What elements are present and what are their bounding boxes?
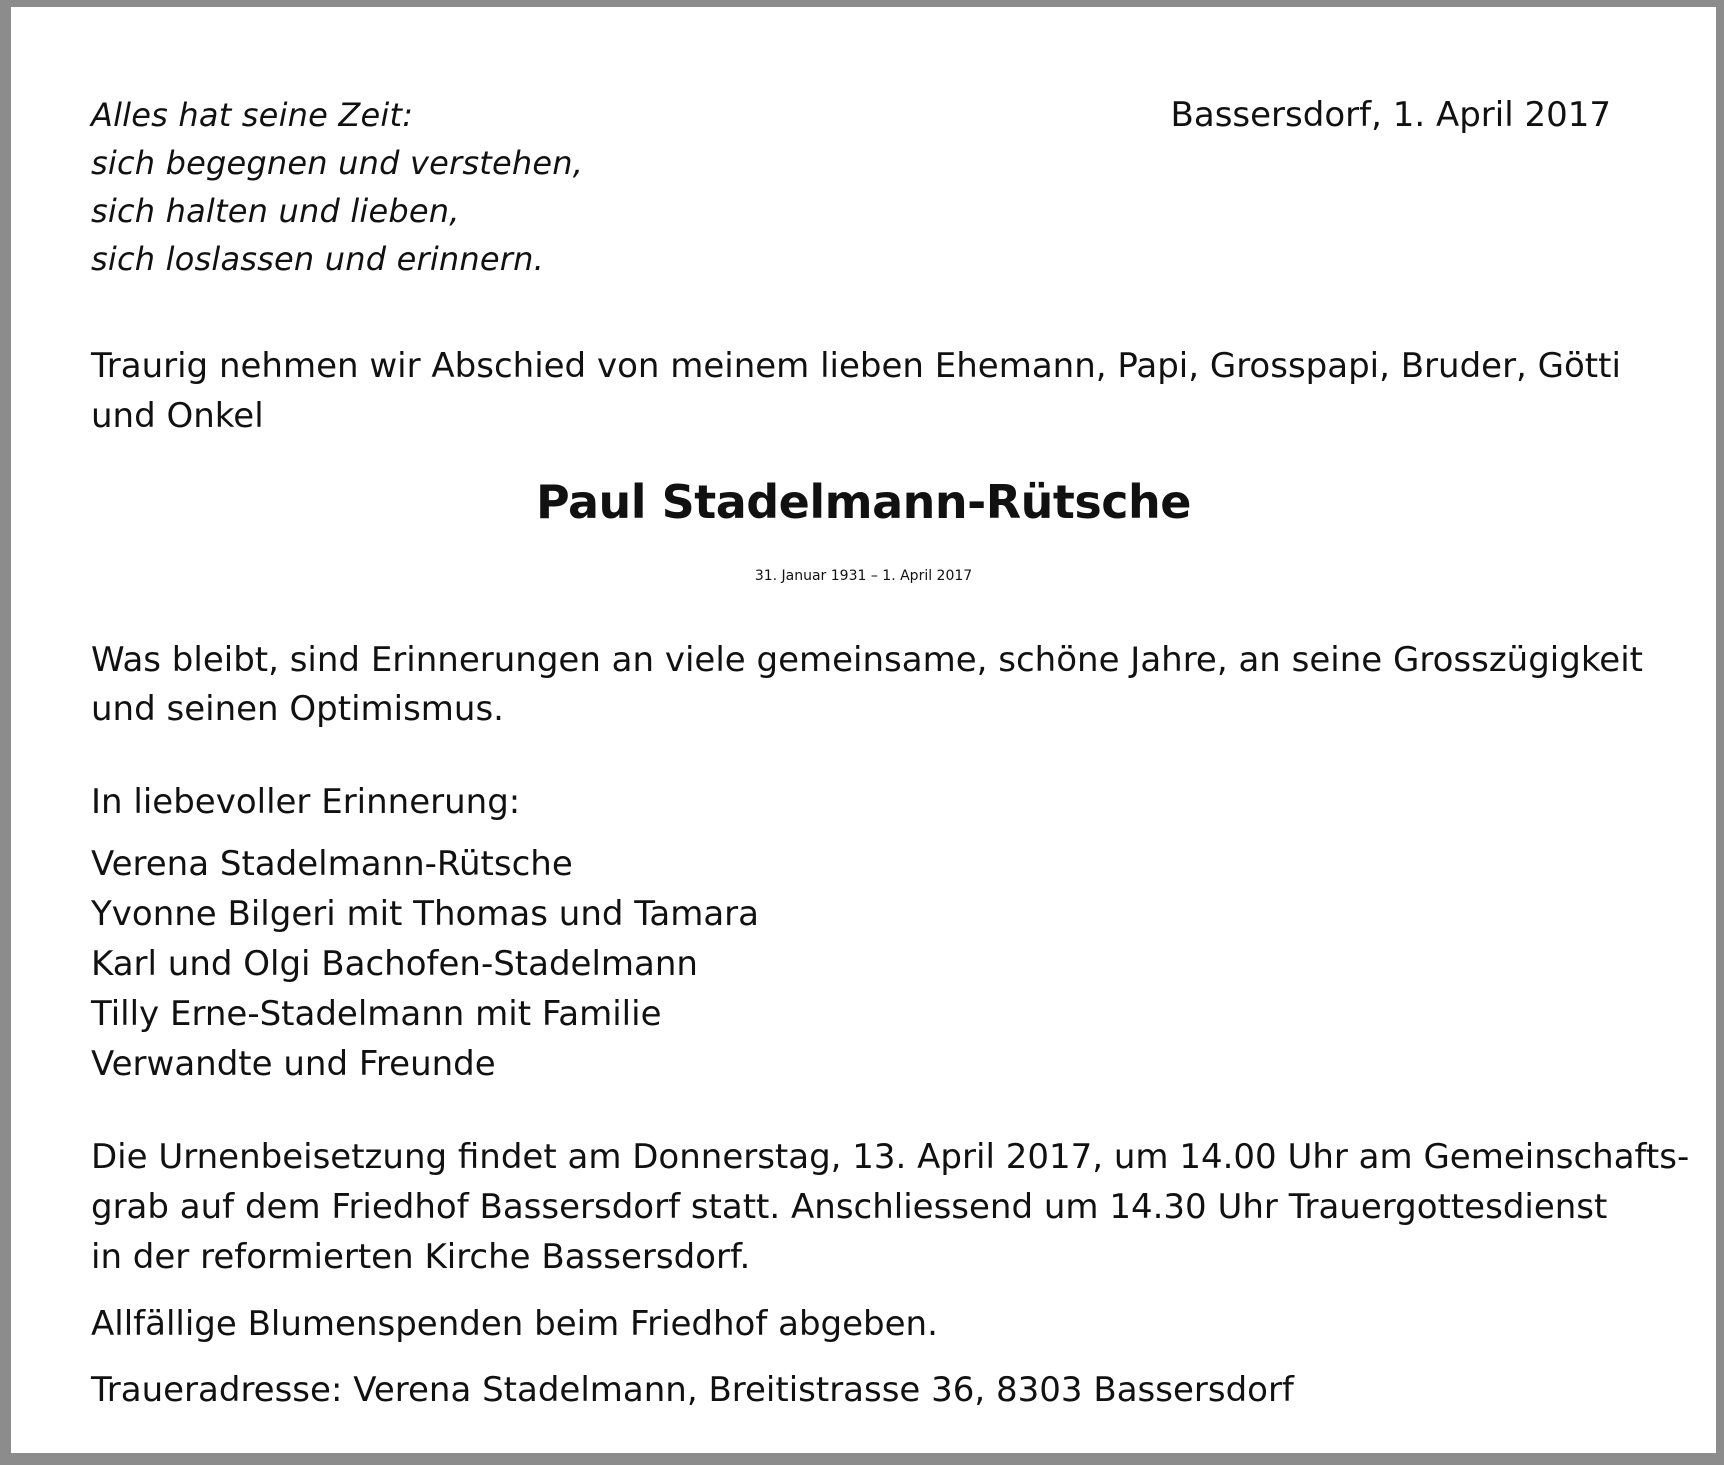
life-dates: 31. Januar 1931 – 1. April 2017 [754, 568, 973, 584]
mourners-heading: In liebevoller Erinnerung: [91, 782, 521, 822]
remembrance-line: Was bleibt, sind Erinnerungen an viele gemeinsame, schöne Jahre, an seine Grosszügigkeit [91, 640, 1643, 680]
ceremony-line: Die Urnenbeisetzung findet am Donnerstag, 13. April 2017, um 14.00 Uhr am Gemeinschafts- [91, 1137, 1690, 1177]
ceremony-line: grab auf dem Friedhof Bassersdorf statt. Anschliessend um 14.30 Uhr Trauergottesdienst [91, 1187, 1608, 1227]
mourner-name: Yvonne Bilgeri mit Thomas und Tamara [91, 894, 759, 934]
mourner-name: Tilly Erne-Stadelmann mit Familie [91, 994, 662, 1034]
mourning-address: Traueradresse: Verena Stadelmann, Breitistrasse 36, 8303 Bassersdorf [91, 1370, 1294, 1410]
flowers-note: Allfällige Blumenspenden beim Friedhof abgeben. [91, 1304, 938, 1344]
mourner-name: Verena Stadelmann-Rütsche [91, 844, 573, 884]
mourner-name: Karl und Olgi Bachofen-Stadelmann [91, 944, 698, 984]
intro-line: Traurig nehmen wir Abschied von meinem lieben Ehemann, Papi, Grosspapi, Bruder, Götti [91, 346, 1621, 386]
remembrance-line: und seinen Optimismus. [91, 689, 504, 729]
motto-line: Alles hat seine Zeit: [91, 96, 414, 134]
motto-verse [91, 91, 583, 283]
mourner-name: Verwandte und Freunde [91, 1044, 496, 1084]
deceased-name: Paul Stadelmann-Rütsche [536, 475, 1191, 529]
mourners-list [91, 839, 759, 1089]
ceremony-line: in der reformierten Kirche Bassersdorf. [91, 1237, 751, 1277]
motto-line: sich loslassen und erinnern. [91, 240, 544, 278]
intro-line: und Onkel [91, 396, 264, 436]
place-date: Bassersdorf, 1. April 2017 [1170, 95, 1611, 135]
motto-line: sich halten und lieben, [91, 192, 460, 230]
motto-line: sich begegnen und verstehen, [91, 144, 584, 182]
